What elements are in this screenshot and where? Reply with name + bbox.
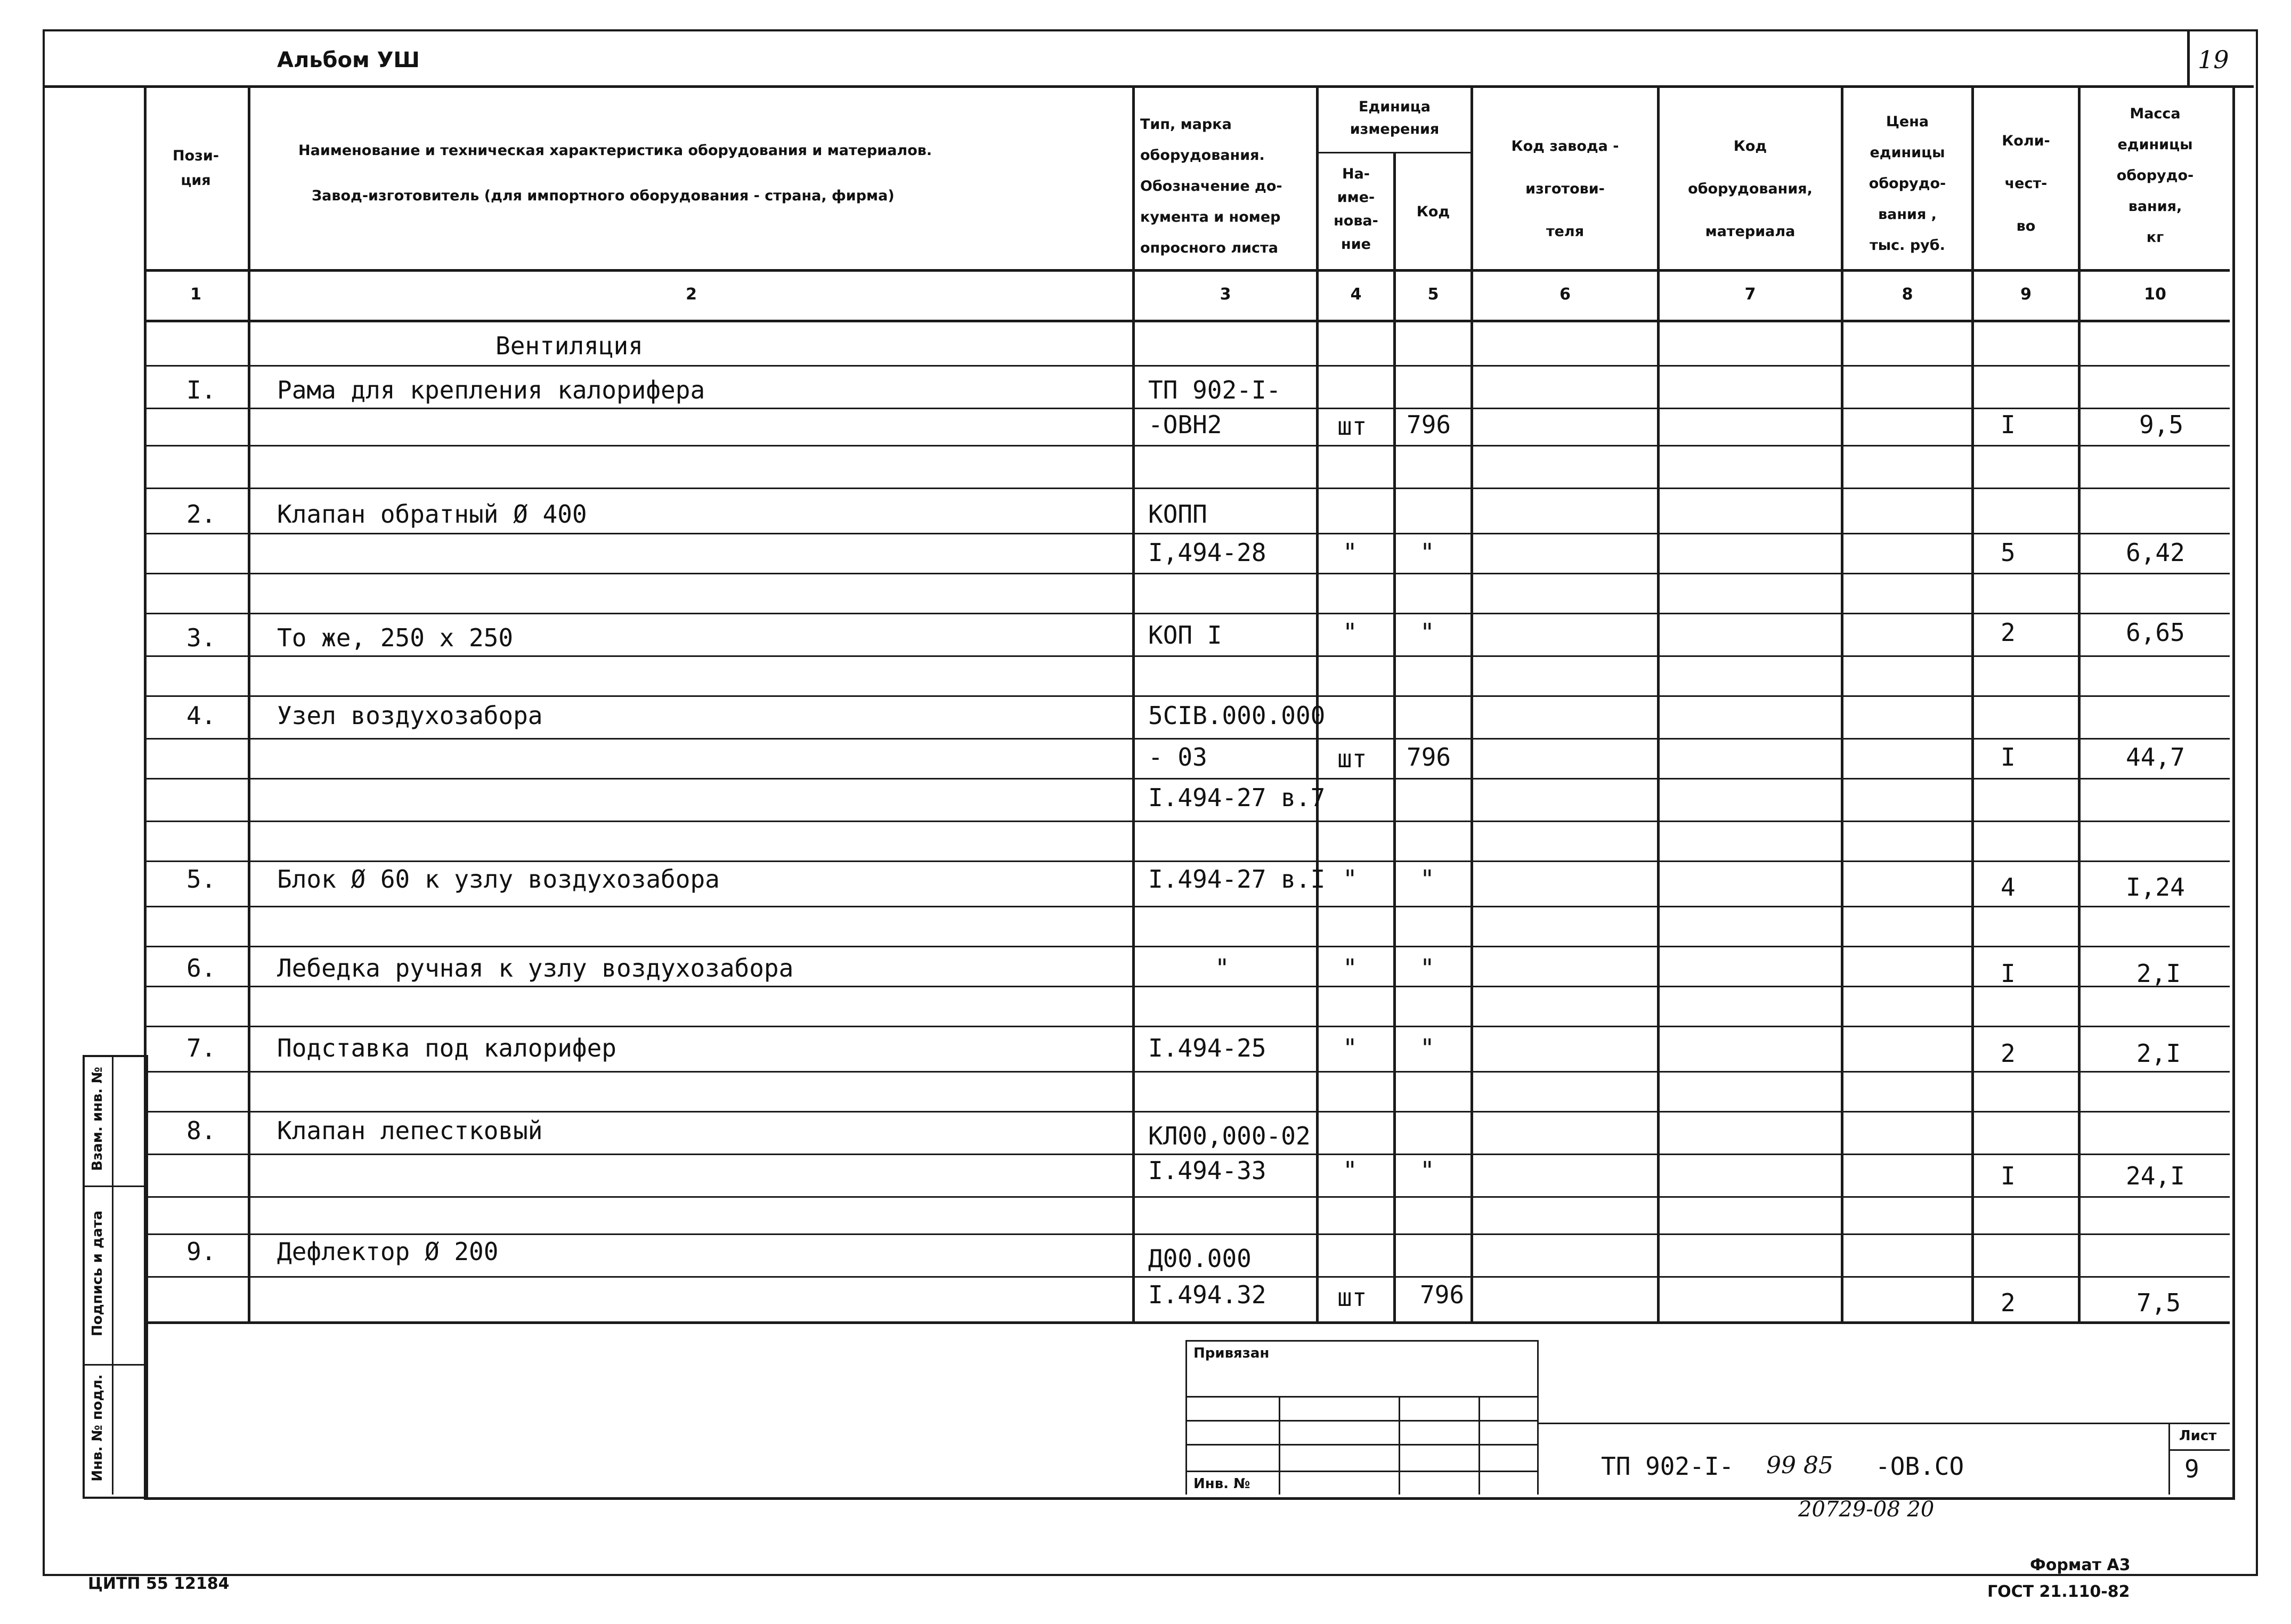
format-label: Формат А3 xyxy=(2030,1556,2131,1574)
row-line xyxy=(144,613,2230,614)
col-number-5: 5 xyxy=(1427,285,1439,304)
row-line xyxy=(144,1196,2230,1198)
section-title: Вентиляция xyxy=(495,331,643,360)
header-maker-code: Код завода - изготови- теля xyxy=(1511,138,1619,240)
row-unit: " xyxy=(1343,954,1358,982)
row-unit: " xyxy=(1343,865,1358,894)
col-number-9: 9 xyxy=(2020,285,2032,304)
row-line xyxy=(144,445,2230,446)
row-unit: " xyxy=(1343,1156,1358,1185)
linked-line xyxy=(1185,1444,1537,1446)
row-unit: шт xyxy=(1337,412,1367,441)
header-type: Тип, марка оборудования. Обозначение до- кумента и номер опросного листа xyxy=(1140,116,1282,256)
row-code: " xyxy=(1420,618,1435,647)
row-position: 8. xyxy=(186,1116,216,1145)
row-position: 2. xyxy=(186,500,216,529)
row-mass: 2,I xyxy=(2136,959,2181,988)
row-quantity: 2 xyxy=(2001,1288,2016,1317)
row-type: " xyxy=(1215,954,1230,982)
row-unit: шт xyxy=(1337,744,1367,773)
col-number-4: 4 xyxy=(1350,285,1362,304)
header-name-line2: Завод-изготовитель (для импортного оборудования - страна, фирма) xyxy=(312,188,895,204)
row-line xyxy=(144,695,2230,697)
row-quantity: 5 xyxy=(2001,538,2016,567)
row-mass: I,24 xyxy=(2126,873,2185,902)
row-quantity: 2 xyxy=(2001,1039,2016,1068)
row-name: То же, 250 х 250 xyxy=(277,623,514,652)
linked-divider xyxy=(1279,1396,1280,1495)
row-type: I.494-27 в.7 xyxy=(1148,783,1326,812)
col-number-10: 10 xyxy=(2144,285,2166,304)
row-mass: 2,I xyxy=(2136,1039,2181,1068)
designation-suffix: -ОВ.СО xyxy=(1875,1452,1964,1481)
linked-line xyxy=(1185,1420,1537,1422)
row-type: I.494.32 xyxy=(1148,1280,1266,1309)
row-line xyxy=(144,906,2230,907)
row-unit: " xyxy=(1343,1034,1358,1062)
row-mass: 9,5 xyxy=(2139,410,2184,439)
col-number-8: 8 xyxy=(1902,285,1913,304)
row-mass: 44,7 xyxy=(2126,743,2185,772)
linked-block-right xyxy=(1537,1340,1539,1495)
row-code: 796 xyxy=(1407,743,1451,772)
col-number-2: 2 xyxy=(686,285,697,304)
header-bottom-line xyxy=(144,269,2230,272)
gost-label: ГОСТ 21.110-82 xyxy=(1987,1582,2130,1601)
row-name: Узел воздухозабора xyxy=(277,701,543,730)
designation-top-line xyxy=(1537,1423,2230,1424)
row-type: Д00.000 xyxy=(1148,1244,1252,1273)
col-number-6: 6 xyxy=(1559,285,1571,304)
sheet-box-line xyxy=(2168,1449,2230,1451)
row-type: I.494-33 xyxy=(1148,1156,1266,1185)
row-code: " xyxy=(1420,954,1435,982)
row-quantity: 2 xyxy=(2001,618,2016,647)
sheet-number: 9 xyxy=(2184,1455,2199,1483)
row-line xyxy=(144,1026,2230,1027)
row-code: 796 xyxy=(1420,1280,1465,1309)
row-line xyxy=(144,655,2230,657)
header-position: Пози- ция xyxy=(173,148,219,189)
linked-divider xyxy=(1399,1396,1400,1495)
header-price: Цена единицы оборудо- вания , тыс. руб. xyxy=(1868,113,1946,254)
row-code: " xyxy=(1420,1034,1435,1062)
row-quantity: I xyxy=(2001,410,2016,439)
archive-number: 20729-08 20 xyxy=(1798,1497,1935,1522)
row-quantity: 4 xyxy=(2001,873,2016,902)
row-line xyxy=(144,1071,2230,1073)
row-line xyxy=(144,573,2230,574)
row-name: Рама для крепления калорифера xyxy=(277,376,705,404)
side-label-vzam: Взам. инв. № xyxy=(90,1067,105,1171)
row-code: " xyxy=(1420,538,1435,567)
row-type: КЛ00,000-02 xyxy=(1148,1122,1311,1150)
row-quantity: I xyxy=(2001,743,2016,772)
row-type: I,494-28 xyxy=(1148,538,1266,567)
header-unit-group: Единица измерения xyxy=(1350,99,1440,137)
row-quantity: I xyxy=(2001,1162,2016,1190)
header-quantity: Коли- чест- во xyxy=(2002,133,2050,234)
designation-handwritten: 99 85 xyxy=(1766,1452,1833,1479)
sheet-box-divider xyxy=(2168,1423,2170,1495)
header-unit-name: На- име- нова- ние xyxy=(1334,166,1378,253)
linked-divider xyxy=(1478,1396,1480,1495)
row-line xyxy=(144,986,2230,987)
side-label-inv-podl: Инв. № подл. xyxy=(90,1374,105,1482)
unit-group-line xyxy=(1316,152,1471,153)
album-strip-line xyxy=(43,85,2254,88)
row-line xyxy=(144,1276,2230,1278)
col-number-3: 3 xyxy=(1220,285,1231,304)
row-unit: " xyxy=(1343,538,1358,567)
row-mass: 6,65 xyxy=(2126,618,2185,647)
row-line xyxy=(144,408,2230,409)
row-line xyxy=(144,778,2230,779)
linked-line xyxy=(1185,1471,1537,1472)
row-line xyxy=(144,1233,2230,1235)
row-position: 6. xyxy=(186,954,216,982)
number-row-line xyxy=(144,320,2230,322)
row-type: КОПП xyxy=(1148,500,1207,529)
row-line xyxy=(144,821,2230,822)
header-mass: Масса единицы оборудо- вания, кг xyxy=(2116,105,2194,246)
header-name-line1: Наименование и техническая характеристика оборудования и материалов. xyxy=(298,142,932,159)
row-position: I. xyxy=(186,376,216,404)
side-stamp-divider xyxy=(112,1055,113,1495)
row-name: Клапан обратный Ø 400 xyxy=(277,500,587,529)
album-title: Альбом УШ xyxy=(277,48,420,72)
row-unit: шт xyxy=(1337,1283,1367,1312)
side-label-podpis: Подпись и дата xyxy=(90,1210,105,1337)
row-type: -ОВН2 xyxy=(1148,410,1222,439)
row-line xyxy=(144,533,2230,534)
row-mass: 6,42 xyxy=(2126,538,2185,567)
header-equipment-code: Код оборудования, материала xyxy=(1688,138,1813,240)
row-position: 7. xyxy=(186,1034,216,1062)
row-unit: " xyxy=(1343,618,1358,647)
row-line xyxy=(144,1154,2230,1155)
row-line xyxy=(144,946,2230,947)
row-line xyxy=(144,1111,2230,1113)
row-type: - 03 xyxy=(1148,743,1207,772)
col-number-1: 1 xyxy=(190,285,201,304)
row-type: 5СIВ.000.000 xyxy=(1148,701,1326,730)
row-mass: 24,I xyxy=(2126,1162,2185,1190)
page-number: 19 xyxy=(2198,45,2229,74)
row-type: КОП I xyxy=(1148,621,1222,649)
row-position: 4. xyxy=(186,701,216,730)
linked-label: Привязан xyxy=(1193,1345,1270,1361)
linked-block-top xyxy=(1185,1340,1537,1342)
designation-prefix: ТП 902-I- xyxy=(1601,1452,1734,1481)
row-position: 9. xyxy=(186,1237,216,1266)
row-code: 796 xyxy=(1407,410,1451,439)
table-bottom-line xyxy=(144,1321,2230,1324)
row-position: 5. xyxy=(186,865,216,894)
footer-code: ЦИТП 55 12184 xyxy=(88,1574,230,1593)
sheet-label: Лист xyxy=(2179,1428,2217,1444)
row-line xyxy=(144,488,2230,489)
row-line xyxy=(144,860,2230,862)
row-code: " xyxy=(1420,865,1435,894)
inv-label: Инв. № xyxy=(1193,1476,1250,1492)
row-type: ТП 902-I- xyxy=(1148,376,1281,404)
header-unit-code: Код xyxy=(1416,204,1450,220)
page-number-divider xyxy=(2187,29,2190,88)
row-type: I.494-25 xyxy=(1148,1034,1266,1062)
row-name: Клапан лепестковый xyxy=(277,1116,543,1145)
row-position: 3. xyxy=(186,623,216,652)
row-name: Подставка под калорифер xyxy=(277,1034,616,1062)
row-line xyxy=(144,738,2230,740)
row-quantity: I xyxy=(2001,959,2016,988)
row-name: Блок Ø 60 к узлу воздухозабора xyxy=(277,865,720,894)
linked-line xyxy=(1185,1396,1537,1398)
row-line xyxy=(144,365,2230,367)
row-type: I.494-27 в.I xyxy=(1148,865,1326,894)
row-mass: 7,5 xyxy=(2136,1288,2181,1317)
row-name: Лебедка ручная к узлу воздухозабора xyxy=(277,954,794,982)
row-code: " xyxy=(1420,1156,1435,1185)
row-name: Дефлектор Ø 200 xyxy=(277,1237,499,1266)
col-number-7: 7 xyxy=(1744,285,1756,304)
